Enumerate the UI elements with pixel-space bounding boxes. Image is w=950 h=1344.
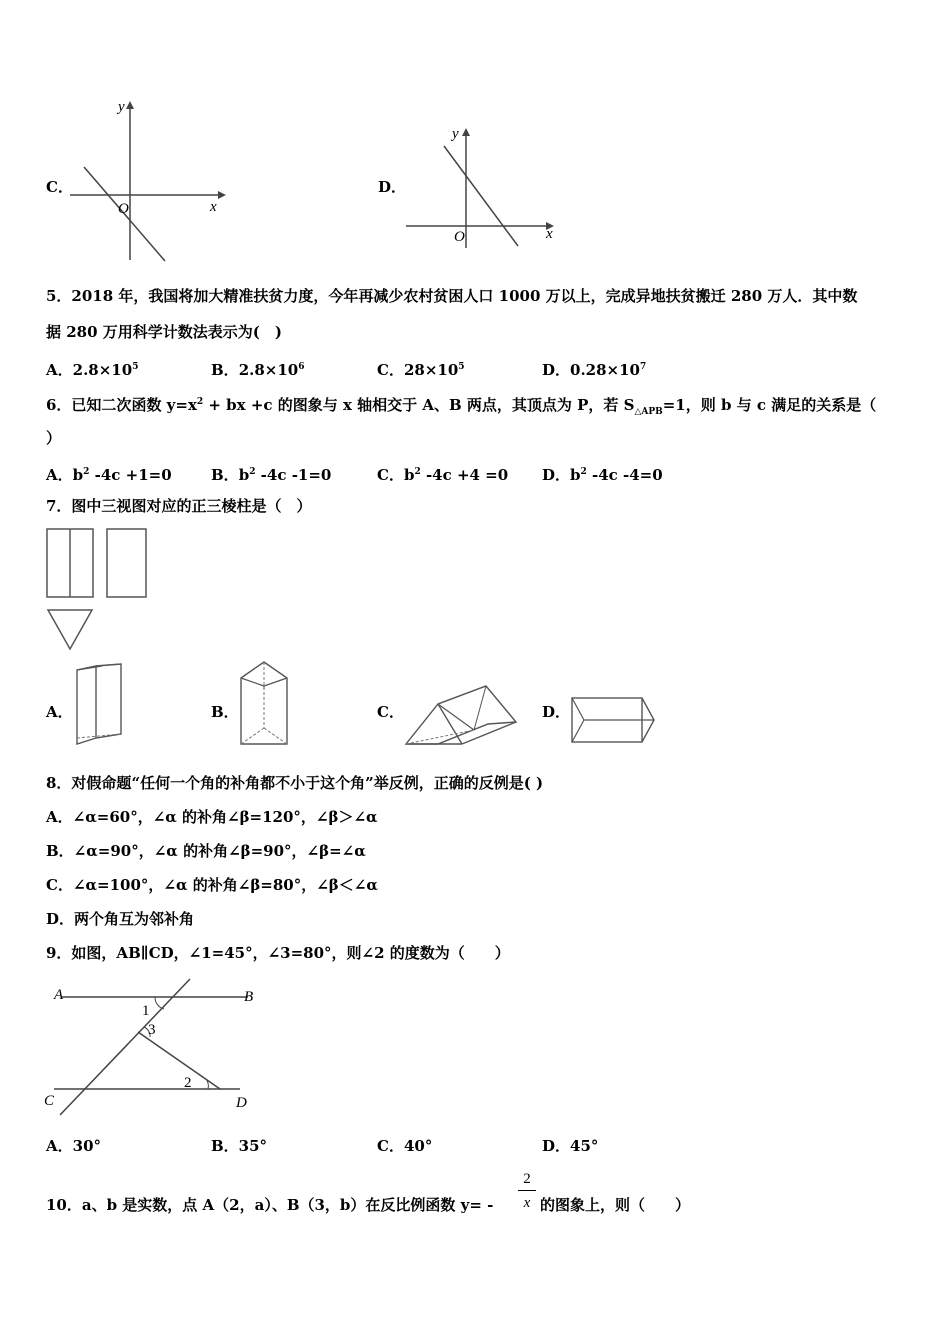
q7-option-a-label: A． (46, 703, 73, 721)
q6-text-line2: ） (46, 429, 62, 447)
q10-fraction-numerator: 2 (523, 1171, 531, 1187)
q4d-origin-label: O (454, 229, 465, 245)
q4d-y-label: y (452, 126, 459, 142)
q10-text-prefix: 10．a、b 是实数，点 A（2，a）、B（3，b）在反比例函数 y= - (46, 1196, 494, 1214)
q5-text-line1: 5．2018 年，我国将加大精准扶贫力度，今年再减少农村贫困人口 1000 万以上，完成异地扶贫搬迁 280 万人．其中数 (46, 287, 858, 305)
q7-option-d-figure (568, 694, 660, 746)
q8-option-b: B．∠α=90°，∠α 的补角∠β=90°，∠β=∠α (46, 842, 366, 860)
q7-three-views (46, 528, 156, 654)
q9-label-b: B (244, 989, 254, 1005)
q7-question: 7．图中三视图对应的正三棱柱是（ ） (46, 497, 312, 515)
q10-fraction (518, 1170, 536, 1213)
q5-option-b: B．$2.8\times 10^6$ (211, 361, 305, 379)
q9-label-a: A (54, 987, 64, 1003)
q5-option-a: A．$2.8\times 10^5$ (46, 361, 139, 379)
q10-fraction-bar (518, 1190, 536, 1191)
q8-option-a: A．∠α=60°，∠α 的补角∠β=120°，∠β＞∠α (46, 808, 378, 826)
q9-figure (40, 975, 270, 1120)
q7-option-d-label: D． (542, 703, 571, 721)
q10-fraction-denominator: x (523, 1195, 531, 1211)
q9-label-angle-3: 3 (148, 1022, 156, 1038)
q6-option-b: B．$b^2$ -4c -1=0 (211, 466, 332, 484)
q8-option-c: C．∠α=100°，∠α 的补角∠β=80°，∠β＜∠α (46, 876, 378, 894)
q7-option-a-figure (72, 662, 128, 748)
q9-label-c: C (44, 1093, 55, 1109)
q10-text-suffix: 的图象上，则（ ） (540, 1196, 691, 1214)
q4-option-d-label: D． (378, 178, 407, 196)
q8-question: 8．对假命题“任何一个角的补角都不小于这个角”举反例，正确的反例是( ) (46, 774, 544, 792)
q7-option-b-figure (238, 660, 294, 750)
q7-option-c-label: C． (377, 703, 404, 721)
q4-graph-d (400, 120, 570, 250)
q9-option-a: A．30° (46, 1137, 102, 1155)
q7-option-b-label: B． (211, 703, 239, 721)
q4c-origin-label: O (118, 201, 129, 217)
q4c-y-label: y (118, 99, 125, 115)
q9-label-angle-1: 1 (142, 1003, 150, 1019)
q8-option-d: D．两个角互为邻补角 (46, 910, 195, 928)
q5-text-line2: 据 280 万用科学计数法表示为( ) (46, 323, 282, 341)
q6-option-a: A．$b^2$ -4c +1=0 (46, 466, 172, 484)
q5-option-d: D．$0.28\times 10^7$ (542, 361, 647, 379)
q6-text-line1: 6．已知二次函数 $y=x^2$ + bx +c 的图象与 x 轴相交于 A、B 两点，其顶点为 P，若 $S_{\triangle APB}=1$，则 b 与 c 满足的关系是（ (46, 396, 877, 417)
q6-option-c: C．$b^2$ -4c +4 =0 (377, 466, 509, 484)
q4d-x-label: x (546, 226, 553, 242)
q9-question: 9．如图，AB∥CD，∠1=45°，∠3=80°，则∠2 的度数为（ ） (46, 944, 510, 962)
q7-option-c-figure (404, 682, 519, 748)
q4c-x-label: x (210, 199, 217, 215)
q9-option-b: B．35° (211, 1137, 268, 1155)
q4-graph-c (60, 95, 240, 265)
q9-option-d: D．45° (542, 1137, 599, 1155)
q9-label-d: D (236, 1095, 247, 1111)
q6-option-d: D．$b^2$ -4c -4=0 (542, 466, 663, 484)
q9-label-angle-2: 2 (184, 1075, 192, 1091)
q9-option-c: C．40° (377, 1137, 433, 1155)
q5-option-c: C．$28\times 10^5$ (377, 361, 465, 379)
q4-option-c-label: C． (46, 178, 73, 196)
